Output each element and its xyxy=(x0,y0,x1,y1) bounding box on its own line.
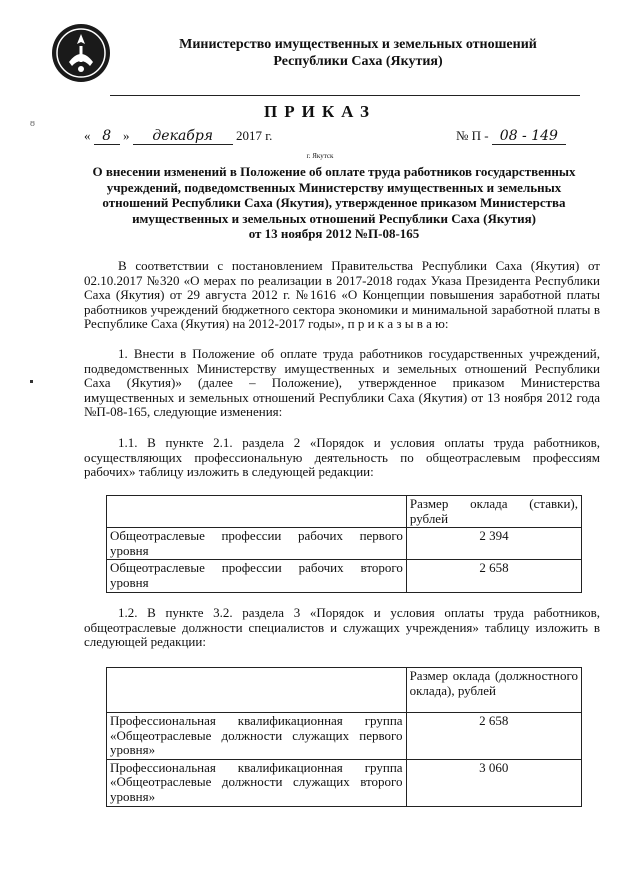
table-cell-name: Общеотраслевые профессии рабочих второго уровня xyxy=(107,560,407,592)
item-1-1-paragraph: 1.1. В пункте 2.1. раздела 2 «Порядок и условия оплаты труда работников, осуществляющих профессиональную деятельность по общеотраслевым профессиям рабочих» таблицу изложить в следующей редакции: xyxy=(84,435,600,480)
table-cell-value: 2 394 xyxy=(406,528,581,560)
salary-table-employees xyxy=(106,667,582,807)
order-date xyxy=(84,128,314,148)
title-line: О внесении изменений в Положение об оплате труда работников государственных xyxy=(92,164,576,179)
table-cell-name: Профессиональная квалификационная группа «Общеотраслевые должности служащих второго уровня» xyxy=(107,759,407,806)
table-cell-name: Общеотраслевые профессии рабочих первого уровня xyxy=(107,528,407,560)
title-line: отношений Республики Саха (Якутия), утвержденное приказом Министерства xyxy=(102,195,566,210)
table-row xyxy=(107,759,582,806)
table-header-row xyxy=(107,668,582,713)
table-row xyxy=(107,560,582,592)
date-month: декабря xyxy=(133,128,233,145)
ministry-name xyxy=(128,36,588,70)
table-cell-value: 2 658 xyxy=(406,560,581,592)
title-line: от 13 ноября 2012 №П-08-165 xyxy=(248,226,420,241)
item-1-2-paragraph: 1.2. В пункте 3.2. раздела 3 «Порядок и условия оплаты труда работников, общеотраслевые должности специалистов и служащих учреждения» таблицу изложить в следующей редакции: xyxy=(84,605,600,650)
margin-dot xyxy=(30,380,33,383)
table-row xyxy=(107,528,582,560)
coat-of-arms-emblem xyxy=(50,22,112,84)
date-day: 8 xyxy=(94,128,120,145)
date-open-quote: « xyxy=(84,128,91,143)
table-header-cell: Размер оклада (должностного оклада), рублей xyxy=(406,668,581,713)
document-type-heading: ПРИКАЗ xyxy=(264,102,376,121)
table-header-cell: Размер оклада (ставки), рублей xyxy=(406,496,581,528)
table-header-cell xyxy=(107,496,407,528)
document-title xyxy=(84,164,584,242)
title-line: имущественных и земельных отношений Республики Саха (Якутия) xyxy=(132,210,536,226)
table-cell-value: 3 060 xyxy=(406,759,581,806)
order-number-prefix: № П - xyxy=(456,128,489,143)
header-divider xyxy=(110,95,580,96)
table-cell-value: 2 658 xyxy=(406,713,581,760)
order-number xyxy=(456,128,606,148)
date-close-quote: » xyxy=(123,128,130,143)
title-line: учреждений, подведомственных Министерству имущественных и земельных xyxy=(106,179,562,195)
preamble-paragraph: В соответствии с постановлением Правительства Республики Саха (Якутия) от 02.10.2017 №320 «О мерах по реализации в 2017-2018 годах Указа Президента Республики Саха (Якутия) от 29 августа 2012 г. №1616 «О Концепции повышения заработной платы работников учреждений бюджетного сектора экономики и минимальной заработной платы в Республике Саха (Якутия) на 2012-2017 годы», п р и к а з ы в а ю: xyxy=(84,258,600,332)
order-number-value: 08 - 149 xyxy=(492,128,566,145)
ministry-line-1: Министерство имущественных и земельных отношений xyxy=(179,37,537,52)
city-label: г. Якутск xyxy=(306,152,334,160)
salary-table-workers xyxy=(106,495,582,593)
table-header-cell xyxy=(107,668,407,713)
table-header-row xyxy=(107,496,582,528)
table-row xyxy=(107,713,582,760)
item-1-paragraph: 1. Внести в Положение об оплате труда работников государственных учреждений, подведомственных Министерству имущественных и земельных отношений Республики Саха (Якутия)» (далее – Положение), утвержденное приказом Министерства имущественных и земельных отношений Республики Саха (Якутия) от 13 ноября 2012 года №П-08-165, следующие изменения: xyxy=(84,346,600,420)
margin-mark: ʊ xyxy=(30,118,35,128)
table-cell-name: Профессиональная квалификационная группа «Общеотраслевые должности служащих первого уровня» xyxy=(107,713,407,760)
date-year: 2017 г. xyxy=(236,128,273,143)
ministry-line-2: Республики Саха (Якутия) xyxy=(273,54,443,69)
